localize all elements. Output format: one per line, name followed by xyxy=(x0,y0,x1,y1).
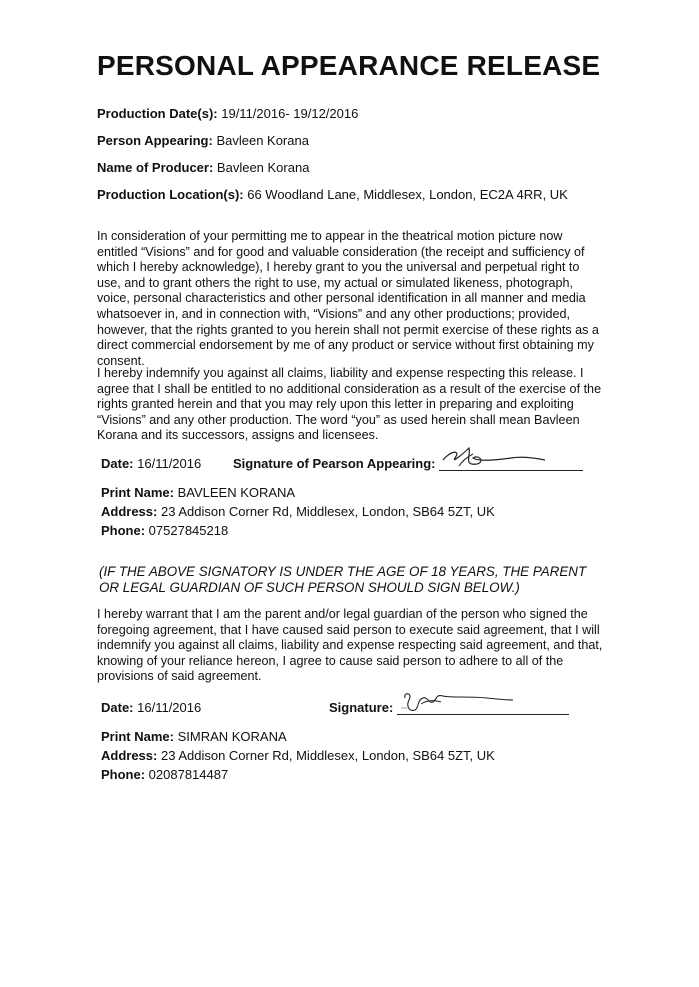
production-dates-row xyxy=(97,106,358,121)
location-value: 66 Woodland Lane, Middlesex, London, EC2A 4RR, UK xyxy=(243,187,568,202)
location-row xyxy=(97,187,568,202)
appearer-address-row xyxy=(101,504,495,519)
production-dates-label: Production Date(s): xyxy=(97,106,218,121)
guardian-signature-row xyxy=(329,700,569,715)
appearer-name-value: BAVLEEN KORANA xyxy=(173,485,296,500)
location-label: Production Location(s): xyxy=(97,187,244,202)
guardian-address-value: 23 Addison Corner Rd, Middlesex, London, SB64 5ZT, UK xyxy=(157,748,495,763)
appearer-phone-label: Phone: xyxy=(101,523,146,538)
producer-label: Name of Producer: xyxy=(97,160,214,175)
guardian-date-row xyxy=(101,700,201,715)
guardian-signature-line xyxy=(397,700,569,715)
guardian-name-row xyxy=(101,729,287,744)
guardian-phone-label: Phone: xyxy=(101,767,146,782)
appearer-signature-row xyxy=(233,456,583,471)
appearer-address-label: Address: xyxy=(101,504,158,519)
indemnity-paragraph: I hereby indemnify you against all claims, liability and expense respecting this release. I agree that I shall be entitled to no additional consideration as a result of the exercise of the rights granted herein and that you may rely upon this letter in preparing and exploiting “Visions” and any other production. The word “you” as used herein shall mean Bavleen Korana and its successors, assigns and licensees. xyxy=(97,366,602,443)
guardian-name-label: Print Name: xyxy=(101,729,174,744)
guardian-phone-row xyxy=(101,767,228,782)
appearer-signature-line xyxy=(439,456,583,471)
appearer-date-label: Date: xyxy=(101,456,134,471)
person-appearing-value: Bavleen Korana xyxy=(212,133,309,148)
guardian-phone-value: 02087814487 xyxy=(145,767,229,782)
guardian-name-value: SIMRAN KORANA xyxy=(173,729,287,744)
appearer-address-value: 23 Addison Corner Rd, Middlesex, London, SB64 5ZT, UK xyxy=(157,504,495,519)
producer-row xyxy=(97,160,309,175)
document-title: PERSONAL APPEARANCE RELEASE xyxy=(97,50,601,81)
appearer-signature-label: Signature of Pearson Appearing: xyxy=(233,456,436,471)
guardian-date-label: Date: xyxy=(101,700,134,715)
appearer-date-row xyxy=(101,456,201,471)
guardian-signature-scribble xyxy=(397,690,517,716)
consideration-paragraph: In consideration of your permitting me to appear in the theatrical motion picture now entitled “Visions” and for good and valuable consideration (the receipt and sufficiency of which I hereby acknowledge), I hereby grant to you the universal and perpetual right to use, and to grant others the right to use, my actual or simulated likeness, photograph, voice, personal characteristics and other personal identification in all manner and media whatsoever in, and in connection with, “Visions” and any other productions; provided, however, that the rights granted to you herein shall not permit exercise of these rights as a direct commercial endorsement by me of any product or service without first obtaining my consent. xyxy=(97,229,599,368)
guardian-signature-label: Signature: xyxy=(329,700,394,715)
appearer-phone-row xyxy=(101,523,228,538)
appearer-name-label: Print Name: xyxy=(101,485,174,500)
person-appearing-row xyxy=(97,133,309,148)
guardian-address-row xyxy=(101,748,495,763)
appearer-date-value: 16/11/2016 xyxy=(133,456,202,471)
appearer-phone-value: 07527845218 xyxy=(145,523,229,538)
guardian-date-value: 16/11/2016 xyxy=(133,700,202,715)
guardian-warrant-paragraph: I hereby warrant that I am the parent and/or legal guardian of the person who signed the foregoing agreement, that I have caused said person to execute said agreement, that I will indemnify you against all claims, liability and expense respecting said agreement, and that, knowing of your reliance hereon, I agree to cause said person to adhere to all of the provisions of said agreement. xyxy=(97,607,603,684)
appearer-name-row xyxy=(101,485,295,500)
production-dates-value: 19/11/2016- 19/12/2016 xyxy=(217,106,359,121)
person-appearing-label: Person Appearing: xyxy=(97,133,213,148)
appearer-signature-scribble xyxy=(439,446,549,472)
guardian-notice: (IF THE ABOVE SIGNATORY IS UNDER THE AGE OF 18 YEARS, THE PARENT OR LEGAL GUARDIAN OF SUCH PERSON SHOULD SIGN BELOW.) xyxy=(99,564,587,595)
producer-value: Bavleen Korana xyxy=(213,160,310,175)
guardian-address-label: Address: xyxy=(101,748,158,763)
